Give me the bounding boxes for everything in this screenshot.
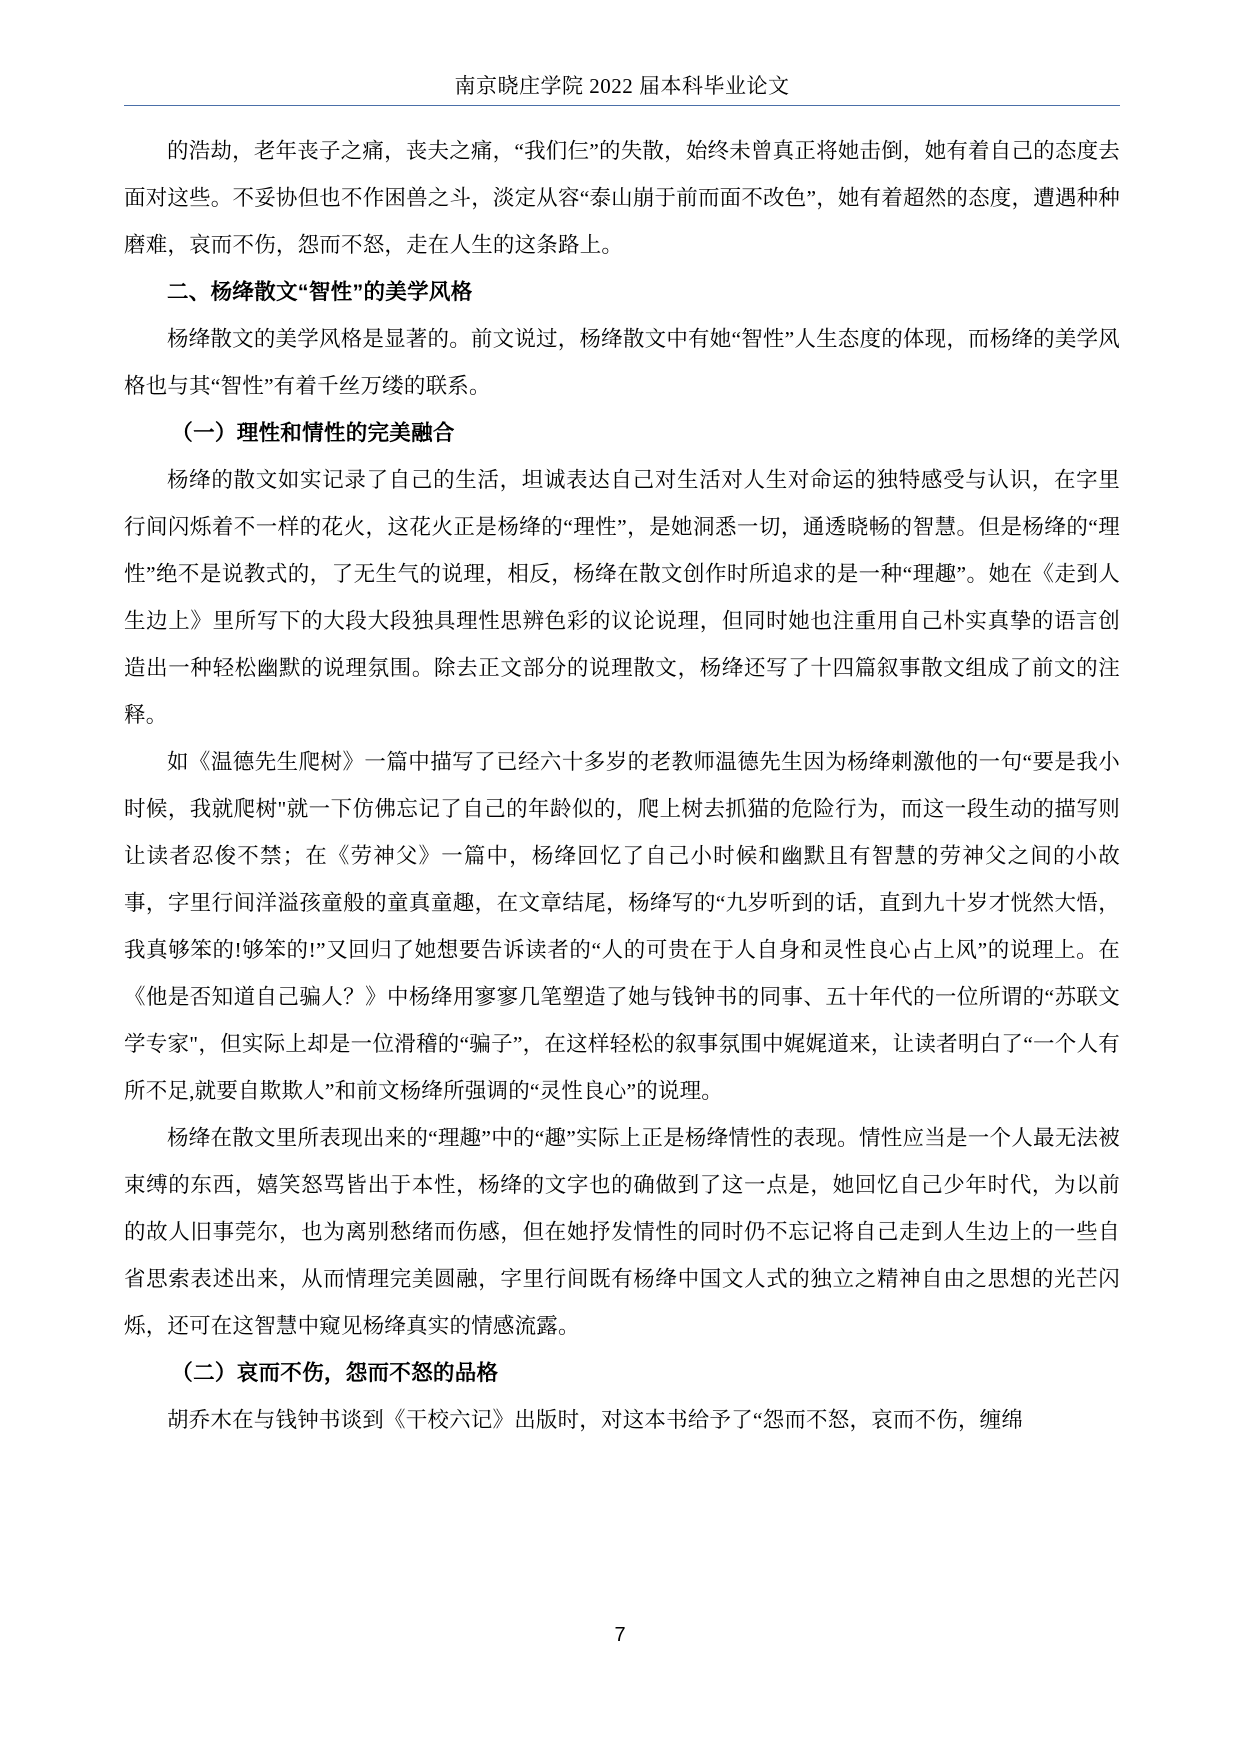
page-footer [0, 1624, 1240, 1647]
section-heading-two: 二、杨绛散文“智性”的美学风格 [167, 280, 473, 305]
document-body [124, 128, 1120, 1444]
subsection-heading-two: （二）哀而不伤，怨而不怒的品格 [171, 1361, 499, 1386]
page-number: 7 [614, 1624, 626, 1646]
paragraph-character: 胡乔木在与钱钟书谈到《干校六记》出版时，对这本书给予了“怨而不怒，哀而不伤，缠绵 [167, 1408, 1024, 1433]
paragraph-emotion: 杨绛在散文里所表现出来的“理趣”中的“趣”实际上正是杨绛情性的表现。情性应当是一个人最无法被束缚的东西，嬉笑怒骂皆出于本性，杨绛的文字也的确做到了这一点是，她回忆自己少年时代，为以前的故人旧事莞尔，也为离别愁绪而伤感，但在她抒发情性的同时仍不忘记将自己走到人生边上的一些自省思索表述出来，从而情理完美圆融，字里行间既有杨绛中国文人式的独立之精神自由之思想的光芒闪烁，还可在这智慧中窥见杨绛真实的情感流露。 [124, 1126, 1120, 1339]
paragraph-examples: 如《温德先生爬树》一篇中描写了已经六十多岁的老教师温德先生因为杨绛刺激他的一句“要是我小时候，我就爬树"就一下仿佛忘记了自己的年龄似的，爬上树去抓猫的危险行为，而这一段生动的描写则让读者忍俊不禁；在《劳神父》一篇中，杨绛回忆了自己小时候和幽默且有智慧的劳神父之间的小故事，字里行间洋溢孩童般的童真童趣，在文章结尾，杨绛写的“九岁听到的话，直到九十岁才恍然大悟，我真够笨的!够笨的!”又回归了她想要告诉读者的“人的可贵在于人自身和灵性良心占上风”的说理上。在《他是否知道自己骗人？》中杨绛用寥寥几笔塑造了她与钱钟书的同事、五十年代的一位所谓的“苏联文学专家"，但实际上却是一位滑稽的“骗子”，在这样轻松的叙事氛围中娓娓道来，让读者明白了“一个人有所不足,就要自欺欺人”和前文杨绛所强调的“灵性良心”的说理。 [124, 750, 1120, 1104]
paragraph-rationality: 杨绛的散文如实记录了自己的生活，坦诚表达自己对生活对人生对命运的独特感受与认识，在字里行间闪烁着不一样的花火，这花火正是杨绛的“理性”，是她洞悉一切，通透晓畅的智慧。但是杨绛的“理性”绝不是说教式的，了无生气的说理，相反，杨绛在散文创作时所追求的是一种“理趣”。她在《走到人生边上》里所写下的大段大段独具理性思辨色彩的议论说理，但同时她也注重用自己朴实真挚的语言创造出一种轻松幽默的说理氛围。除去正文部分的说理散文，杨绛还写了十四篇叙事散文组成了前文的注释。 [124, 468, 1120, 728]
running-header [124, 0, 1120, 106]
paragraph-continuation: 的浩劫，老年丧子之痛，丧夫之痛，“我们仨”的失散，始终未曾真正将她击倒，她有着自己的态度去面对这些。不妥协但也不作困兽之斗，淡定从容“泰山崩于前而面不改色”，她有着超然的态度，遭遇种种磨难，哀而不伤，怨而不怒，走在人生的这条路上。 [124, 139, 1120, 258]
header-divider [124, 105, 1120, 106]
paragraph-aesthetic-style: 杨绛散文的美学风格是显著的。前文说过，杨绛散文中有她“智性”人生态度的体现，而杨绛的美学风格也与其“智性”有着千丝万缕的联系。 [124, 327, 1120, 399]
subsection-heading-one: （一）理性和情性的完美融合 [171, 421, 455, 446]
header-title: 南京晓庄学院 2022 届本科毕业论文 [454, 74, 790, 98]
page-content-area [124, 0, 1120, 1444]
